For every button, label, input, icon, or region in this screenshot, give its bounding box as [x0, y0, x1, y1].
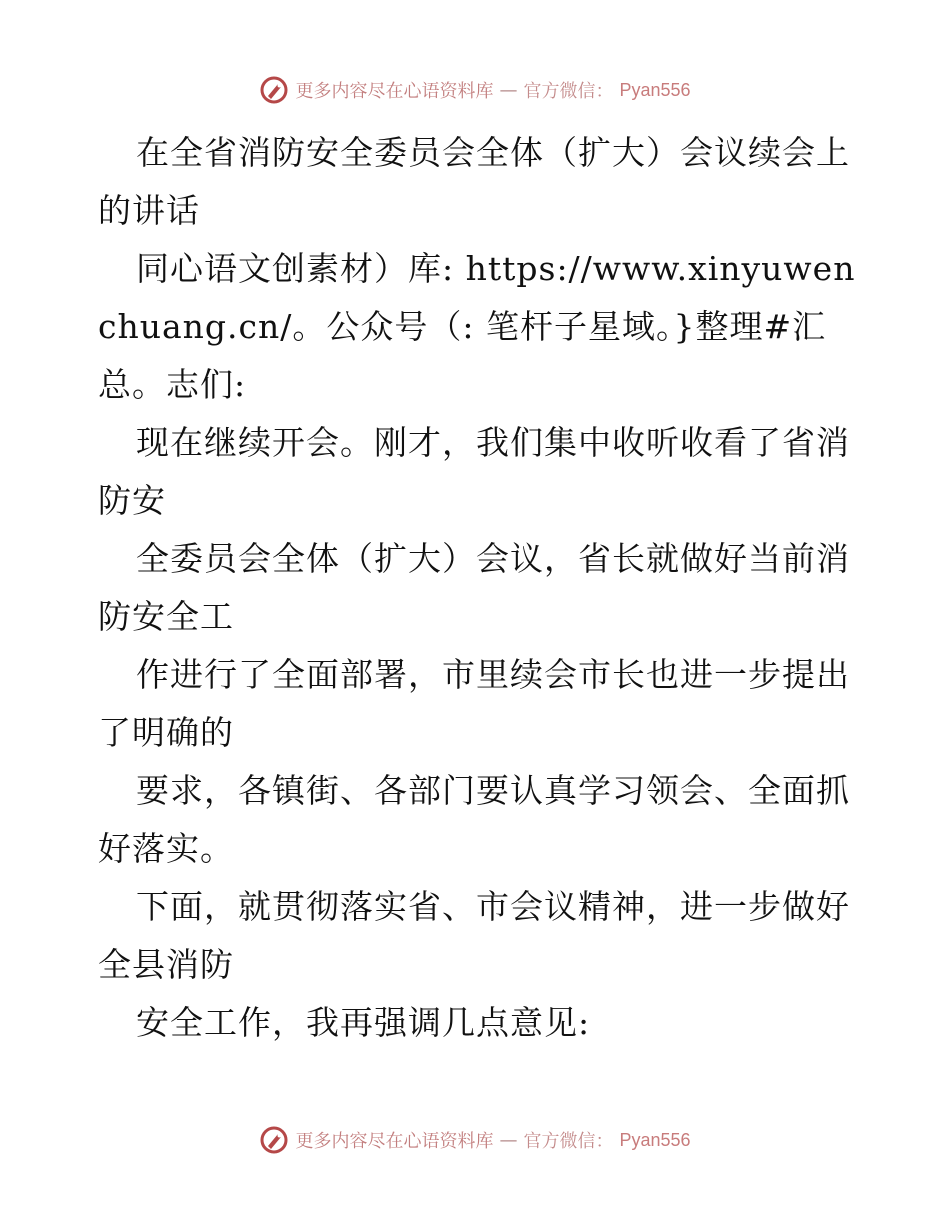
paragraph: 下面，就贯彻落实省、市会议精神，进一步做好全县消防 [98, 887, 850, 984]
wechat-label: 官方微信： [523, 81, 614, 102]
wechat-label: 官方微信： [523, 1131, 614, 1152]
document-body [98, 124, 858, 1052]
pen-circle-logo-icon [259, 1125, 289, 1155]
promo-text: 更多内容尽在心语资料库 [295, 81, 494, 102]
paragraph-source: 同心语文创素材）库: https://www.xinyuwenchuang.cn/。公众号（: 笔杆子星域。}整理#汇总。志们: [98, 249, 856, 404]
paragraph: 全委员会全体（扩大）会议，省长就做好当前消防安全工 [98, 539, 850, 636]
footer-promo-banner [0, 1120, 950, 1160]
separator: — [499, 1129, 518, 1151]
separator: — [499, 79, 518, 101]
pen-circle-logo-icon [259, 75, 289, 105]
header-promo-banner [0, 70, 950, 110]
paragraph: 现在继续开会。刚才，我们集中收听收看了省消防安 [98, 423, 850, 520]
wechat-id: Pyan556 [619, 79, 691, 100]
promo-text: 更多内容尽在心语资料库 [295, 1131, 494, 1152]
paragraph: 要求，各镇街、各部门要认真学习领会、全面抓好落实。 [98, 771, 850, 868]
wechat-id: Pyan556 [619, 1129, 691, 1150]
paragraph: 安全工作，我再强调几点意见: [136, 1003, 591, 1042]
paragraph-title: 在全省消防安全委员会全体（扩大）会议续会上的讲话 [98, 133, 850, 230]
paragraph: 作进行了全面部署，市里续会市长也进一步提出了明确的 [98, 655, 850, 752]
